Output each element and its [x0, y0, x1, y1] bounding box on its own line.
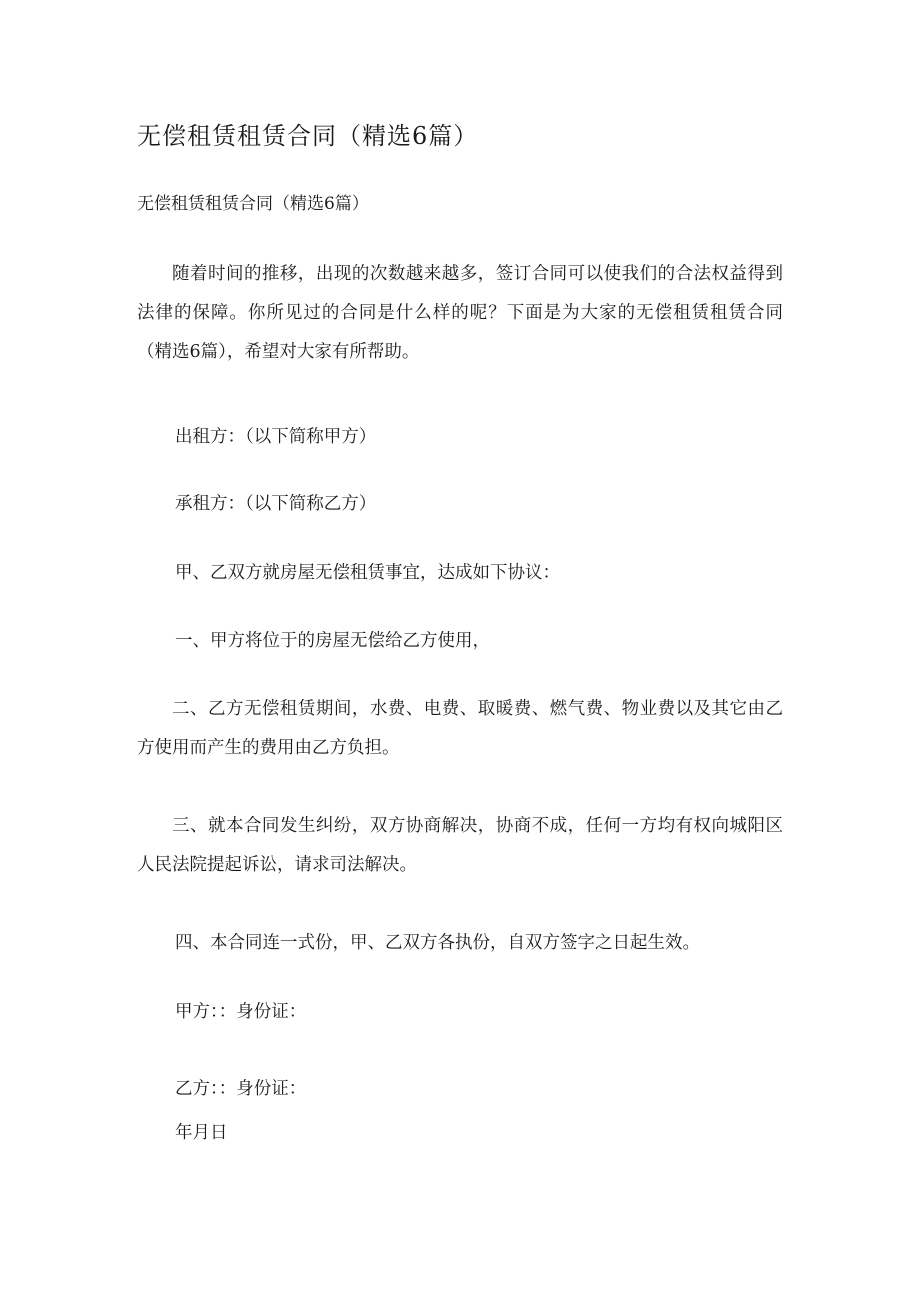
party-b-signature-line: 乙方：：身份证： [175, 1079, 307, 1099]
clause-3: 三、就本合同发生纠纷，双方协商解决，协商不成，任何一方均有权向城阳区人民法院提起诉讼，请求司法解决。 [137, 816, 783, 875]
date-line: 年月日 [175, 1123, 228, 1143]
lessor-line: 出租方：（以下简称甲方） [175, 427, 377, 447]
clause-4: 四、本合同连一式份，甲、乙双方各执份，自双方签字之日起生效。 [175, 933, 700, 953]
document-title: 无偿租赁租赁合同（精选6篇） [137, 122, 479, 150]
intro-paragraph: 随着时间的推移，出现的次数越来越多，签订合同可以使我们的合法权益得到法律的保障。你所见过的合同是什么样的呢？下面是为大家的无偿租赁租赁合同（精选6篇），希望对大家有所帮助。 [137, 264, 783, 362]
lessee-line: 承租方：（以下简称乙方） [175, 494, 377, 514]
clause-1: 一、甲方将位于的房屋无偿给乙方使用， [175, 631, 490, 651]
agreement-line: 甲、乙双方就房屋无偿租赁事宜，达成如下协议： [175, 563, 560, 583]
document-subtitle: 无偿租赁租赁合同（精选6篇） [137, 194, 369, 214]
party-a-signature-line: 甲方：：身份证： [175, 1002, 307, 1022]
clause-2: 二、乙方无偿租赁期间，水费、电费、取暖费、燃气费、物业费以及其它由乙方使用而产生的费用由乙方负担。 [137, 699, 783, 758]
